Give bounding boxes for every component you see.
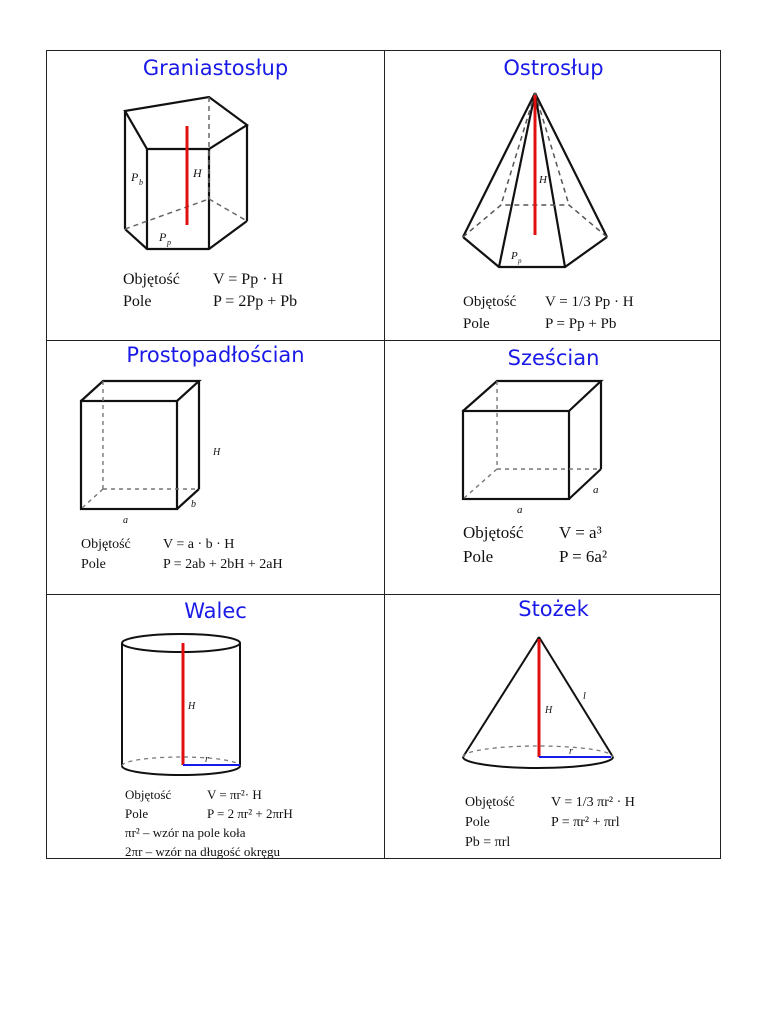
cuboid-b-label: b xyxy=(191,499,196,510)
cube-cell xyxy=(385,341,722,594)
pyramid-pp-label: P xyxy=(511,250,518,262)
cuboid-formulas xyxy=(81,535,283,575)
prism-volume-label: Objętość xyxy=(123,271,180,288)
cube-volume-formula: V = a³ xyxy=(559,523,602,542)
cylinder-volume-formula: V = πr²· H xyxy=(207,787,262,802)
cone-formulas xyxy=(465,793,635,853)
cuboid-figure xyxy=(75,379,265,529)
cuboid-area-formula: P = 2ab + 2bH + 2aH xyxy=(163,557,283,572)
cylinder-title: Walec xyxy=(184,599,247,623)
cuboid-volume-label: Objętość xyxy=(81,537,131,552)
prism-area-label: Pole xyxy=(123,293,152,310)
pyramid-title: Ostrosłup xyxy=(503,56,604,80)
prism-cell xyxy=(47,51,384,340)
cone-r-label: r xyxy=(569,746,573,757)
cuboid-h-label: H xyxy=(213,447,221,458)
cube-area-label: Pole xyxy=(463,547,494,566)
prism-pp-label: P xyxy=(159,230,167,244)
cylinder-cell xyxy=(47,595,384,859)
cuboid-volume-formula: V = a · b · H xyxy=(163,537,235,552)
cuboid-area-label: Pole xyxy=(81,557,106,572)
cone-l-label: l xyxy=(583,691,586,702)
cone-h-label: H xyxy=(545,705,553,716)
cylinder-volume-label: Objętość xyxy=(125,787,172,802)
cylinder-figure xyxy=(119,631,249,781)
pyramid-cell xyxy=(385,51,722,340)
prism-pb-sub: b xyxy=(139,178,143,187)
pyramid-volume-formula: V = 1/3 Pp · H xyxy=(545,294,634,310)
prism-figure xyxy=(117,89,327,259)
cube-formulas xyxy=(463,521,607,569)
cone-volume-label: Objętość xyxy=(465,795,515,810)
prism-pb-label: P xyxy=(131,170,139,184)
cone-title: Stożek xyxy=(518,597,589,621)
cuboid-cell xyxy=(47,341,384,594)
cylinder-note-2: 2πr – wzór na długość okręgu xyxy=(125,844,280,859)
prism-pp-sub: p xyxy=(167,238,171,247)
cone-figure xyxy=(461,633,621,773)
cube-a-base-label: a xyxy=(517,504,523,516)
prism-volume-formula: V = Pp · H xyxy=(213,271,284,288)
cube-figure xyxy=(461,379,641,519)
pyramid-figure xyxy=(461,87,611,277)
pyramid-pp-sub: p xyxy=(518,257,522,265)
prism-formulas xyxy=(123,269,297,313)
cylinder-r-label: r xyxy=(205,754,209,765)
cube-area-formula: P = 6a² xyxy=(559,547,608,566)
pyramid-h-label: H xyxy=(539,174,547,186)
cylinder-h-label: H xyxy=(188,701,196,712)
prism-title: Graniastosłup xyxy=(142,56,289,80)
pyramid-formulas xyxy=(463,291,634,335)
cone-cell xyxy=(385,595,722,859)
cone-area-label: Pole xyxy=(465,815,490,830)
pyramid-area-formula: P = Pp + Pb xyxy=(545,316,617,332)
cylinder-area-label: Pole xyxy=(125,806,149,821)
cone-volume-formula: V = 1/3 πr² · H xyxy=(551,795,635,810)
cylinder-note-1: πr² – wzór na pole koła xyxy=(125,825,246,840)
cube-title: Sześcian xyxy=(507,346,600,370)
prism-h-label: H xyxy=(193,166,202,180)
cone-note: Pb = πrl xyxy=(465,835,511,850)
cube-volume-label: Objętość xyxy=(463,523,524,542)
cylinder-formulas xyxy=(125,785,293,859)
cuboid-a-label: a xyxy=(123,515,128,526)
pyramid-area-label: Pole xyxy=(463,316,490,332)
cube-a-side-label: a xyxy=(593,484,599,496)
formula-sheet xyxy=(46,50,721,859)
pyramid-volume-label: Objętość xyxy=(463,294,517,310)
cone-area-formula: P = πr² + πrl xyxy=(551,815,620,830)
cuboid-title: Prostopadłościan xyxy=(126,343,305,367)
prism-area-formula: P = 2Pp + Pb xyxy=(213,293,298,310)
cylinder-area-formula: P = 2 πr² + 2πrH xyxy=(207,806,293,821)
